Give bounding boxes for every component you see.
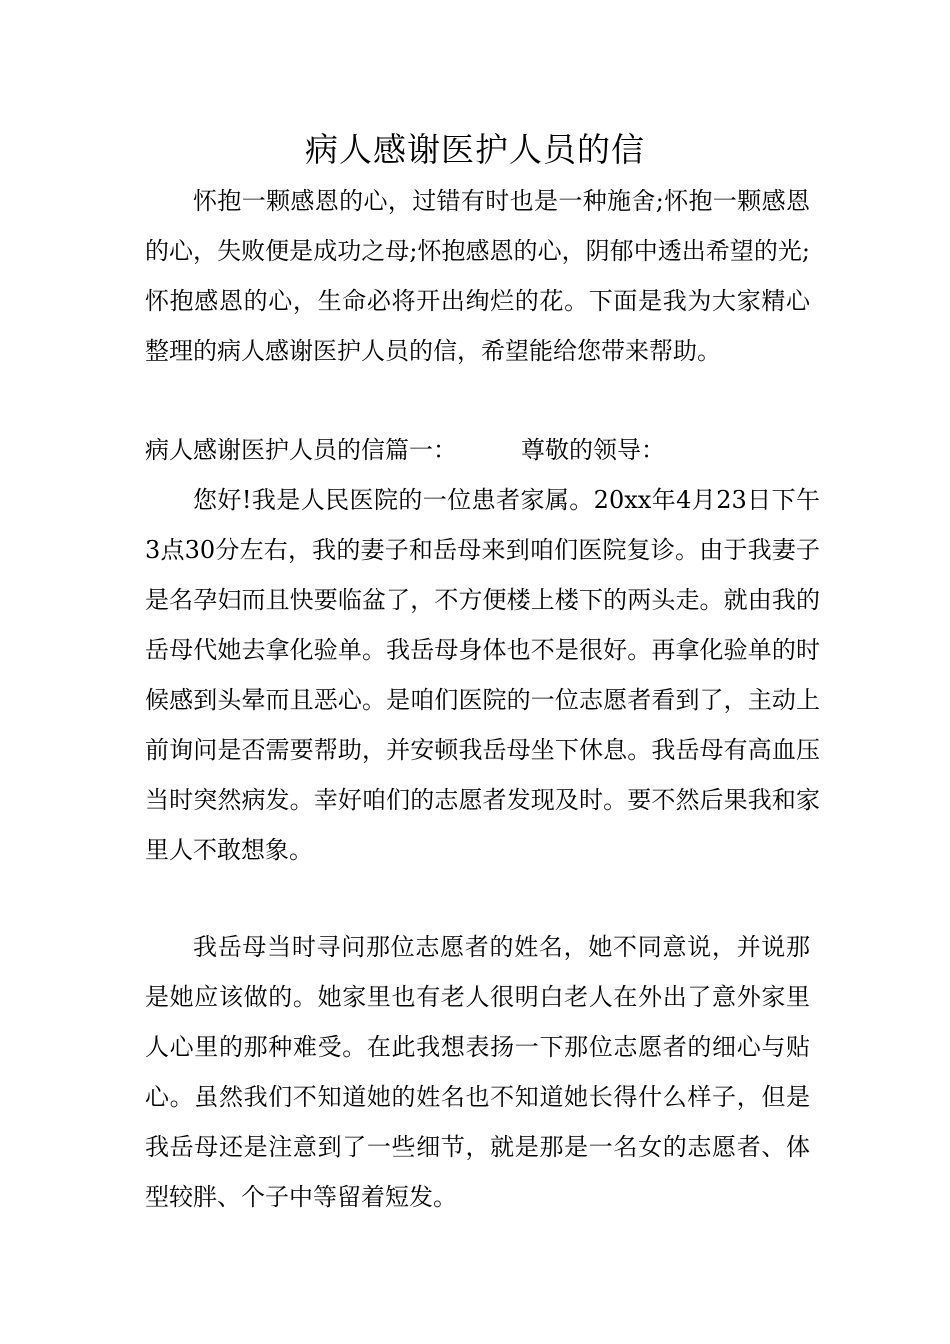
intro-paragraph: 怀抱一颗感恩的心，过错有时也是一种施舍;怀抱一颗感恩的心，失败便是成功之母;怀抱感恩的心，阴郁中透出希望的光;怀抱感恩的心，生命必将开出绚烂的花。下面是我为大家精心整理的病人感谢医护人员的信，希望能给您带来帮助。 — [145, 187, 810, 365]
section-heading-line — [145, 425, 665, 475]
body-paragraph-1: 您好!我是人民医院的一位患者家属。20xx年4月23日下午3点30分左右，我的妻子和岳母来到咱们医院复诊。由于我妻子是名孕妇而且快要临盆了，不方便楼上楼下的两头走。就由我的岳母代她去拿化验单。我岳母身体也不是很好。再拿化验单的时候感到头晕而且恶心。是咱们医院的一位志愿者看到了，主动上前询问是否需要帮助，并安顿我岳母坐下休息。我岳母有高血压当时突然病发。幸好咱们的志愿者发现及时。要不然后果我和家里人不敢想象。 — [145, 486, 820, 864]
body-paragraph-2: 我岳母当时寻问那位志愿者的姓名，她不同意说，并说那是她应该做的。她家里也有老人很明白老人在外出了意外家里人心里的那种难受。在此我想表扬一下那位志愿者的细心与贴心。虽然我们不知道她的姓名也不知道她长得什么样子，但是我岳母还是注意到了一些细节，就是那是一名女的志愿者、体型较胖、个子中等留着短发。 — [145, 933, 810, 1211]
section-heading: 病人感谢医护人员的信篇一： — [145, 436, 457, 464]
document-title: 病人感谢医护人员的信 — [305, 130, 645, 169]
salutation: 尊敬的领导： — [521, 436, 665, 464]
